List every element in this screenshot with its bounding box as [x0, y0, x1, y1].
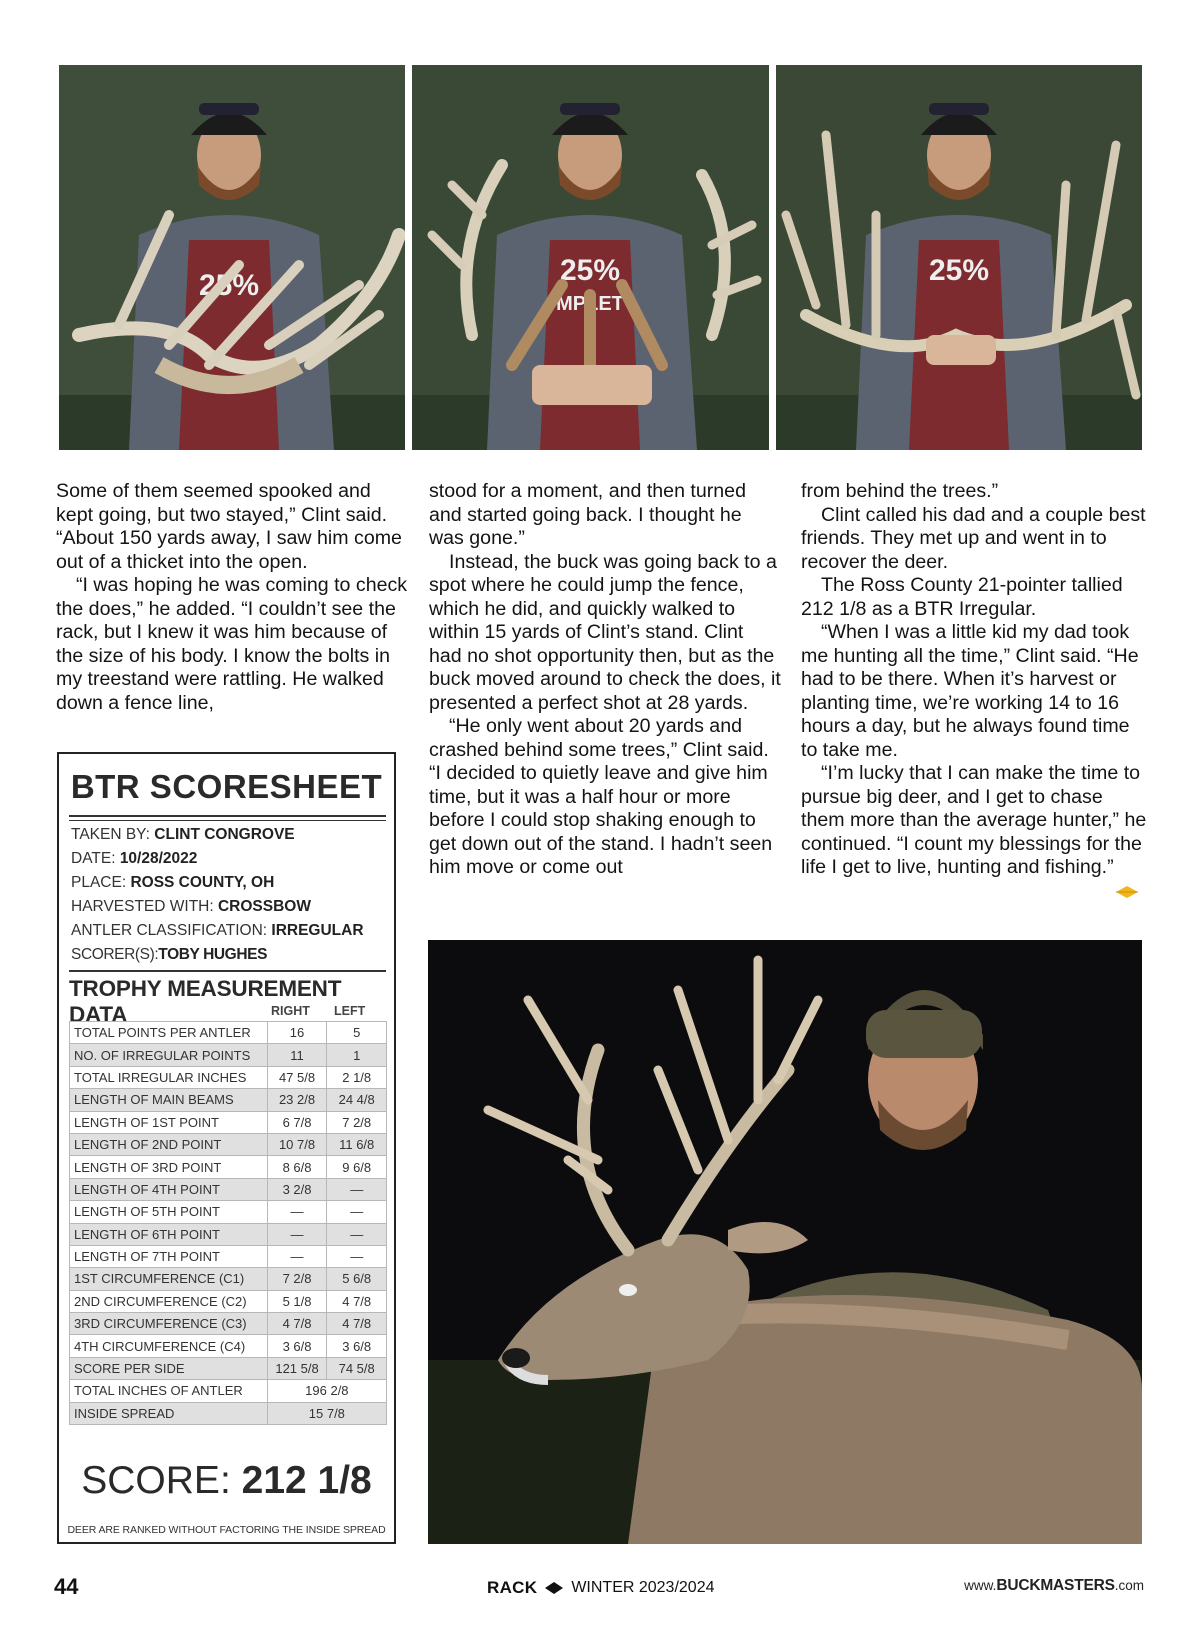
shirt-text: 25%	[198, 269, 260, 302]
row-label: INSIDE SPREAD	[70, 1402, 268, 1424]
left-value: —	[327, 1201, 387, 1223]
left-value: 1	[327, 1044, 387, 1066]
shirt-text-2: MPLET	[556, 293, 624, 315]
right-value: —	[267, 1201, 327, 1223]
right-value: 7 2/8	[267, 1268, 327, 1290]
info-scorers: SCORER(S):TOBY HUGHES	[71, 946, 268, 963]
row-label: LENGTH OF 5TH POINT	[70, 1201, 268, 1223]
row-label: LENGTH OF 1ST POINT	[70, 1111, 268, 1133]
row-label: LENGTH OF 6TH POINT	[70, 1223, 268, 1245]
scoresheet-footnote: DEER ARE RANKED WITHOUT FACTORING THE INSIDE SPREAD	[67, 1524, 386, 1536]
row-label: LENGTH OF 7TH POINT	[70, 1245, 268, 1267]
hunter-with-buck-photo	[428, 940, 1142, 1544]
info-date: DATE: 10/28/2022	[71, 850, 198, 867]
magazine-name: RACK	[487, 1578, 538, 1597]
measurement-table	[69, 1021, 387, 1425]
right-value: 8 6/8	[267, 1156, 327, 1178]
right-value: 4 7/8	[267, 1313, 327, 1335]
right-value: 3 2/8	[267, 1178, 327, 1200]
paragraph: “When I was a little kid my dad took me hunting all the time,” Clint said. “He had to be there. When it’s harvest or planting time, we’re working 14 to 16 hours a day, but he always found time to take me.	[801, 621, 1139, 761]
diamond-separator-icon	[545, 1582, 563, 1594]
table-row	[70, 1022, 387, 1044]
table-row	[70, 1111, 387, 1133]
table-row	[70, 1268, 387, 1290]
divider	[69, 970, 386, 972]
row-label: TOTAL INCHES OF ANTLER	[70, 1380, 268, 1402]
end-of-story-diamond-icon	[1116, 886, 1138, 898]
paragraph: Instead, the buck was going back to a spot where he could jump the fence, which he did, and quickly walked to within 15 yards of Clint’s stand. Clint had no shot opportunity then, but as the buck moved around to check the does, it presented a perfect shot at 28 yards.	[429, 550, 781, 714]
row-label: LENGTH OF 3RD POINT	[70, 1156, 268, 1178]
row-label: LENGTH OF MAIN BEAMS	[70, 1089, 268, 1111]
paragraph: Clint called his dad and a couple best friends. They met up and went in to recover the deer.	[801, 503, 1146, 573]
table-row	[70, 1201, 387, 1223]
combined-value: 15 7/8	[267, 1402, 386, 1424]
scoresheet-title: BTR SCORESHEET	[70, 768, 383, 805]
right-value: 23 2/8	[267, 1089, 327, 1111]
paragraph: The Ross County 21-pointer tallied 212 1/8 as a BTR Irregular.	[801, 574, 1123, 620]
table-row	[70, 1245, 387, 1267]
info-taken-by: TAKEN BY: CLINT CONGROVE	[71, 826, 295, 843]
final-score: SCORE: 212 1/8	[81, 1459, 372, 1502]
row-label: TOTAL POINTS PER ANTLER	[70, 1022, 268, 1044]
website-link[interactable]: www.BUCKMASTERS.com	[964, 1577, 1144, 1594]
article-column-3	[801, 480, 1151, 880]
left-value: 7 2/8	[327, 1111, 387, 1133]
table-row	[70, 1133, 387, 1155]
table-row	[70, 1089, 387, 1111]
right-value: —	[267, 1223, 327, 1245]
issue-date: WINTER 2023/2024	[571, 1579, 715, 1596]
svg-text:25%: 25%	[928, 254, 990, 287]
divider	[69, 820, 386, 821]
right-value: 10 7/8	[267, 1133, 327, 1155]
row-label: SCORE PER SIDE	[70, 1357, 268, 1379]
left-value: 9 6/8	[327, 1156, 387, 1178]
left-value: 24 4/8	[327, 1089, 387, 1111]
magazine-footer	[487, 1578, 715, 1598]
right-value: 11	[267, 1044, 327, 1066]
left-value: 2 1/8	[327, 1066, 387, 1088]
row-label: 2ND CIRCUMFERENCE (C2)	[70, 1290, 268, 1312]
right-value: —	[267, 1245, 327, 1267]
paragraph: “I was hoping he was coming to check the does,” he added. “I couldn’t see the rack, but I knew it was him because of the size of his body. I know the bolts in my treestand were rattling. He walked down a fence line,	[56, 574, 408, 714]
left-value: 5	[327, 1022, 387, 1044]
left-value: —	[327, 1245, 387, 1267]
left-value: 11 6/8	[327, 1133, 387, 1155]
paragraph: “I’m lucky that I can make the time to pursue big deer, and I get to chase them more than the average hunter,” he continued. “I count my blessings for the life I get to live, hunting and fishing.”	[801, 762, 1147, 878]
combined-value: 196 2/8	[267, 1380, 386, 1402]
row-label: LENGTH OF 4TH POINT	[70, 1178, 268, 1200]
svg-text:25%: 25%	[559, 254, 621, 287]
column-header-right: RIGHT	[271, 1004, 310, 1018]
right-value: 6 7/8	[267, 1111, 327, 1133]
table-row	[70, 1156, 387, 1178]
table-row	[70, 1290, 387, 1312]
table-row	[70, 1223, 387, 1245]
paragraph: “He only went about 20 yards and crashed behind some trees,” Clint said. “I decided to quietly leave and give him time, but it was a half hour or more before I could stop shaking enough to get down out of the stand. I hadn’t seen him move or come out	[429, 715, 773, 878]
left-value: —	[327, 1223, 387, 1245]
table-row	[70, 1402, 387, 1424]
right-value: 16	[267, 1022, 327, 1044]
left-value: 4 7/8	[327, 1290, 387, 1312]
article-column-2	[429, 480, 781, 880]
btr-scoresheet	[57, 752, 396, 1544]
row-label: 1ST CIRCUMFERENCE (C1)	[70, 1268, 268, 1290]
paragraph: Some of them seemed spooked and kept going, but two stayed,” Clint said. “About 150 yards away, I saw him come out of a thicket into the open.	[56, 480, 402, 573]
table-row	[70, 1066, 387, 1088]
table-row	[70, 1313, 387, 1335]
row-label: NO. OF IRREGULAR POINTS	[70, 1044, 268, 1066]
right-value: 5 1/8	[267, 1290, 327, 1312]
left-value: 4 7/8	[327, 1313, 387, 1335]
paragraph: stood for a moment, and then turned and started going back. I thought he was gone.”	[429, 480, 746, 549]
page-number: 44	[54, 1574, 79, 1599]
info-harvested-with: HARVESTED WITH: CROSSBOW	[71, 898, 311, 915]
right-value: 121 5/8	[267, 1357, 327, 1379]
left-value: 74 5/8	[327, 1357, 387, 1379]
table-row	[70, 1044, 387, 1066]
antler-photo-front	[59, 65, 405, 450]
row-label: LENGTH OF 2ND POINT	[70, 1133, 268, 1155]
left-value: 5 6/8	[327, 1268, 387, 1290]
row-label: TOTAL IRREGULAR INCHES	[70, 1066, 268, 1088]
left-value: 3 6/8	[327, 1335, 387, 1357]
article-column-1	[56, 480, 408, 715]
paragraph: from behind the trees.”	[801, 480, 999, 502]
divider	[69, 815, 386, 817]
info-antler-classification: ANTLER CLASSIFICATION: IRREGULAR	[71, 922, 364, 939]
trophy-measurement-title: TROPHY MEASUREMENT DATA	[69, 976, 342, 1027]
row-label: 3RD CIRCUMFERENCE (C3)	[70, 1313, 268, 1335]
antler-photo-angle	[412, 65, 769, 450]
row-label: 4TH CIRCUMFERENCE (C4)	[70, 1335, 268, 1357]
left-value: —	[327, 1178, 387, 1200]
right-value: 47 5/8	[267, 1066, 327, 1088]
table-row	[70, 1335, 387, 1357]
right-value: 3 6/8	[267, 1335, 327, 1357]
antler-photo-wide	[776, 65, 1142, 450]
column-header-left: LEFT	[334, 1004, 366, 1018]
table-row	[70, 1357, 387, 1379]
table-row	[70, 1178, 387, 1200]
table-row	[70, 1380, 387, 1402]
info-place: PLACE: ROSS COUNTY, OH	[71, 874, 275, 891]
